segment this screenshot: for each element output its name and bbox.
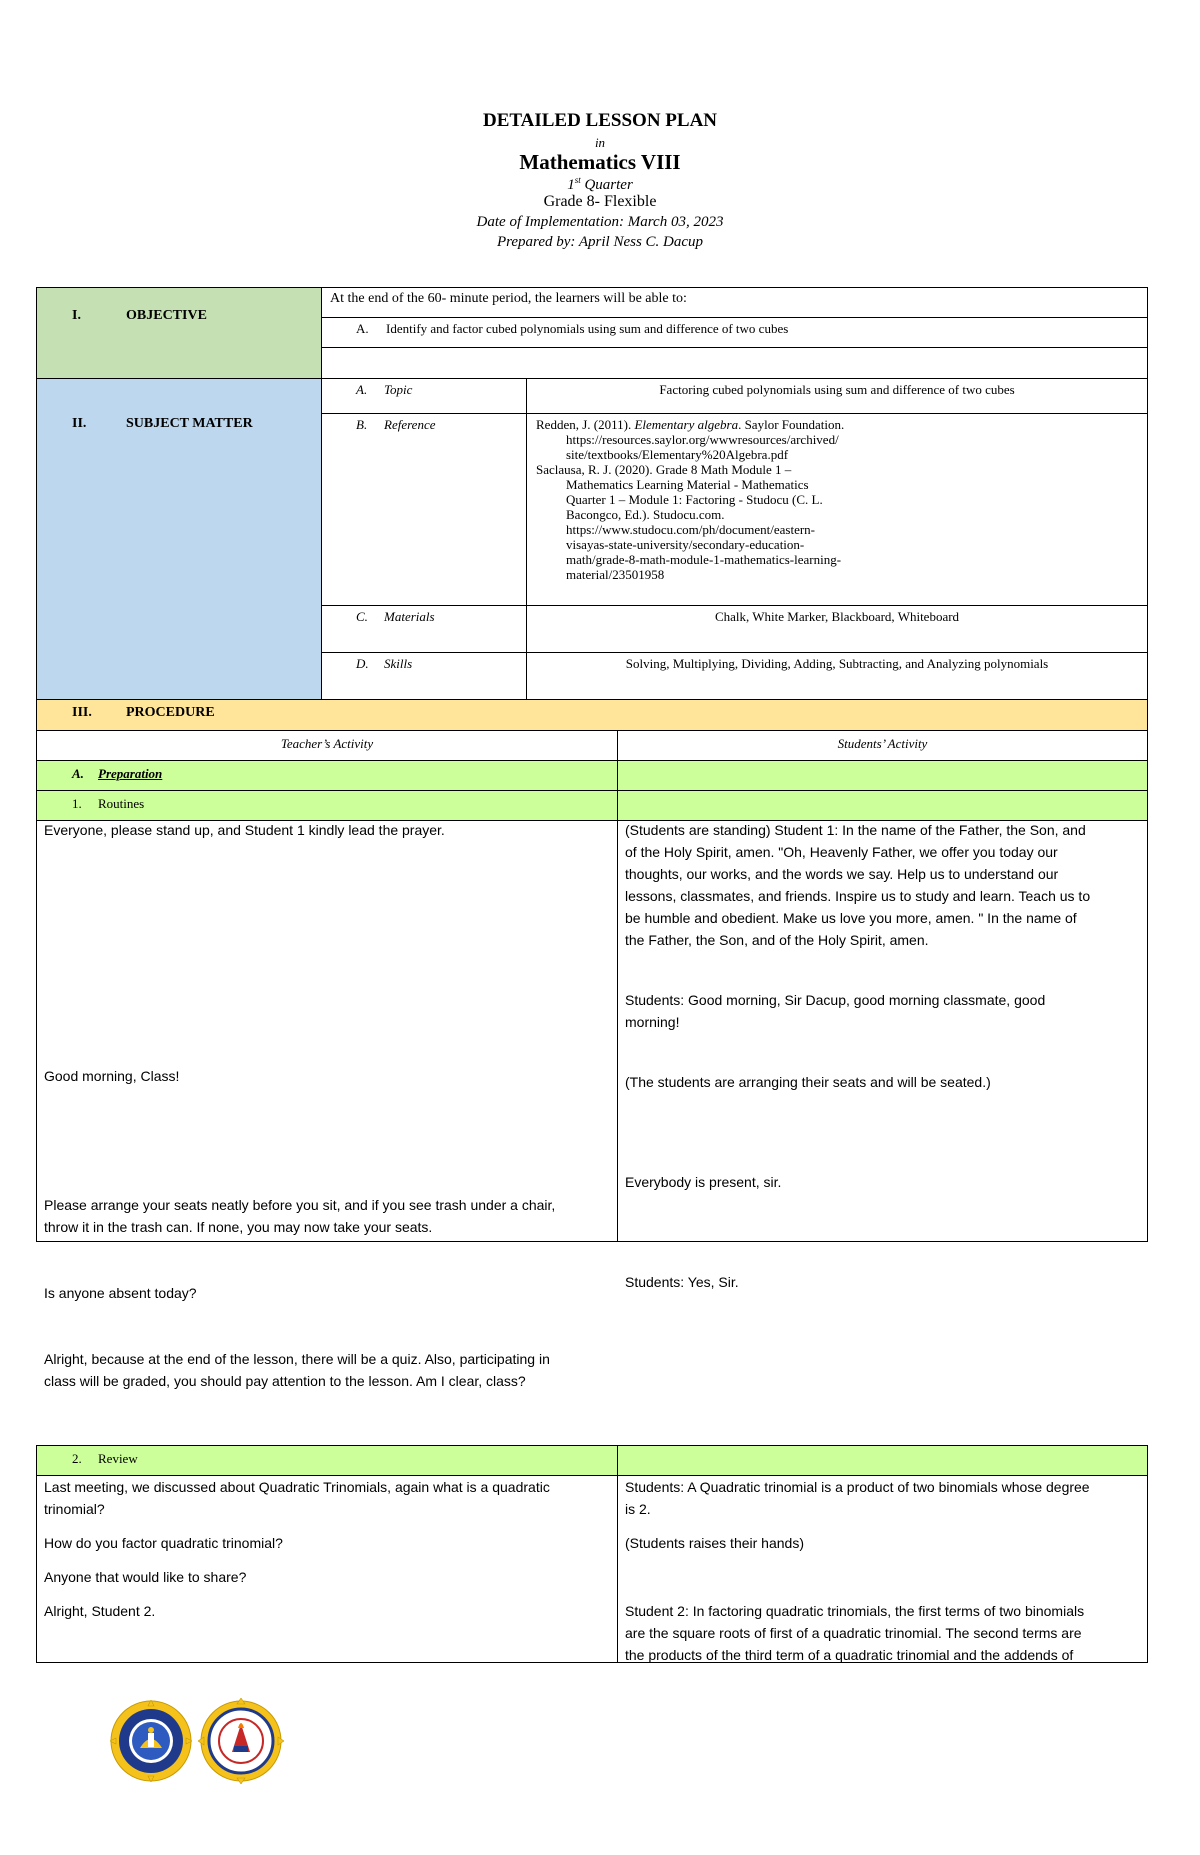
students-activity-header: Students’ Activity [837,736,928,751]
objective-empty-cell [321,347,1148,379]
reference-url-line[interactable]: https://resources.saylor.org/wwwresources/archived/ [566,432,839,447]
reference-url-line[interactable]: math/grade-8-math-module-1-mathematics-learning- [566,552,842,567]
review-number: 2. [72,1451,82,1466]
student-line: Everybody is present, sir. [625,1174,782,1190]
review-teacher-line: Alright, Student 2. [44,1603,156,1619]
reference-letter: B. [356,417,368,432]
teacher-line: throw it in the trash can. If none, you may now take your seats. [44,1219,433,1235]
objective-item-text: Identify and factor cubed polynomials using sum and difference of two cubes [386,321,789,336]
reference-url-line[interactable]: https://www.studocu.com/ph/document/eastern- [566,522,815,537]
prepared-by-line: Prepared by: April Ness C. Dacup [496,234,704,250]
document-in: in [594,135,606,150]
student-line: the Father, the Son, and of the Holy Spirit, amen. [625,932,929,948]
procedure-label: PROCEDURE [126,705,215,720]
objective-label: OBJECTIVE [126,308,207,323]
review-label: Review [98,1451,138,1466]
review-teacher-line: Last meeting, we discussed about Quadratic Trinomials, again what is a quadratic [44,1479,550,1495]
student-line: be humble and obedient. Make us love you more, amen. " In the name of [625,910,1077,926]
topic-label-cell [321,378,527,414]
review-teacher-line: Anyone that would like to share? [44,1569,247,1585]
reference-text-line: Bacongco, Ed.). Studocu.com. [566,507,725,522]
preparation-letter: A. [72,766,84,781]
review-row-right [617,1445,1148,1476]
review-student-line: (Students raises their hands) [625,1535,804,1551]
teacher-line: Everyone, please stand up, and Student 1 kindly lead the prayer. [44,822,445,838]
objective-numeral: I. [72,308,81,323]
review-teacher-line: How do you factor quadratic trinomial? [44,1535,283,1551]
teacher-line: class will be graded, you should pay attention to the lesson. Am I clear, class? [44,1373,526,1389]
teacher-line: Please arrange your seats neatly before you sit, and if you see trash under a chair, [44,1197,556,1213]
topic-letter: A. [356,382,368,397]
reference-text-line: Quarter 1 – Module 1: Factoring - Studocu (C. L. [566,492,823,507]
college-seal-icon [198,1698,284,1784]
objective-intro: At the end of the 60- minute period, the learners will be able to: [330,291,687,306]
materials-value: Chalk, White Marker, Blackboard, Whiteboard [714,609,960,624]
reference-url-line[interactable]: visayas-state-university/secondary-education- [566,537,805,552]
objective-item-letter: A. [356,321,369,336]
university-seal-icon [110,1700,192,1782]
skills-label: Skills [384,656,413,671]
student-line: (The students are arranging their seats and will be seated.) [625,1074,991,1090]
reference-entry-1: Redden, J. (2011). Elementary algebra. Saylor Foundation. [536,417,845,432]
student-line: morning! [625,1014,680,1030]
routines-teacher-cell [36,820,618,1242]
student-line: of the Holy Spirit, amen. "Oh, Heavenly Father, we offer you today our [625,844,1058,860]
grade-line: Grade 8- Flexible [543,193,657,210]
university-seal-graphic [110,1700,192,1782]
materials-label: Materials [384,609,435,624]
routines-label: Routines [98,796,145,811]
subject-matter-numeral: II. [72,416,87,431]
quarter-number: 1 [567,177,575,193]
materials-letter: C. [356,609,368,624]
student-line: (Students are standing) Student 1: In the name of the Father, the Son, and [625,822,1086,838]
reference-text-line: Mathematics Learning Material - Mathematics [566,477,809,492]
objective-label-cell [36,287,322,379]
student-line: Students: Good morning, Sir Dacup, good morning classmate, good [625,992,1046,1008]
quarter-word: Quarter [580,177,633,193]
teacher-line: Is anyone absent today? [44,1285,197,1301]
reference-book-title: Elementary algebra [634,417,739,432]
topic-value: Factoring cubed polynomials using sum and difference of two cubes [659,382,1015,397]
student-line: Students: Yes, Sir. [625,1274,739,1290]
quarter-suffix: st [574,175,581,185]
document-title: DETAILED LESSON PLAN [482,110,718,131]
reference-url-line[interactable]: site/textbooks/Elementary%20Algebra.pdf [566,447,789,462]
skills-letter: D. [356,656,369,671]
review-teacher-line: trinomial? [44,1501,105,1517]
subject-title: Mathematics VIII [519,150,681,174]
routines-row-right [617,790,1148,821]
college-seal-graphic [198,1698,284,1784]
skills-value: Solving, Multiplying, Dividing, Adding, Subtracting, and Analyzing polynomials [625,656,1049,671]
teacher-line: Alright, because at the end of the lesson, there will be a quiz. Also, participating in [44,1351,550,1367]
reference-label: Reference [384,417,436,432]
routines-number: 1. [72,796,82,811]
procedure-numeral: III. [72,705,92,720]
review-student-line: are the square roots of first of a quadratic trinomial. The second terms are [625,1625,1082,1641]
reference-url-line[interactable]: material/23501958 [566,567,665,582]
teacher-line: Good morning, Class! [44,1068,180,1084]
review-student-line: is 2. [625,1501,651,1517]
reference-list [536,417,1136,582]
teacher-activity-header: Teacher’s Activity [280,736,374,751]
date-line: Date of Implementation: March 03, 2023 [476,214,724,230]
preparation-label: Preparation [98,766,163,781]
student-line: lessons, classmates, and friends. Inspire us to study and learn. Teach us to [625,888,1091,904]
reference-entry-2: Saclausa, R. J. (2020). Grade 8 Math Module 1 – [536,462,792,477]
review-student-line: the products of the third term of a quadratic trinomial and the addends of [625,1647,1074,1663]
reference-label-cell [321,413,527,606]
topic-label: Topic [384,382,413,397]
review-student-line: Students: A Quadratic trinomial is a product of two binomials whose degree [625,1479,1090,1495]
student-line: thoughts, our works, and the words we say. Help us to understand our [625,866,1059,882]
preparation-row-right [617,760,1148,791]
subject-matter-label: SUBJECT MATTER [126,416,253,431]
quarter-line [0,175,1200,194]
skills-label-cell [321,652,527,700]
review-student-line: Student 2: In factoring quadratic trinomials, the first terms of two binomials [625,1603,1085,1619]
